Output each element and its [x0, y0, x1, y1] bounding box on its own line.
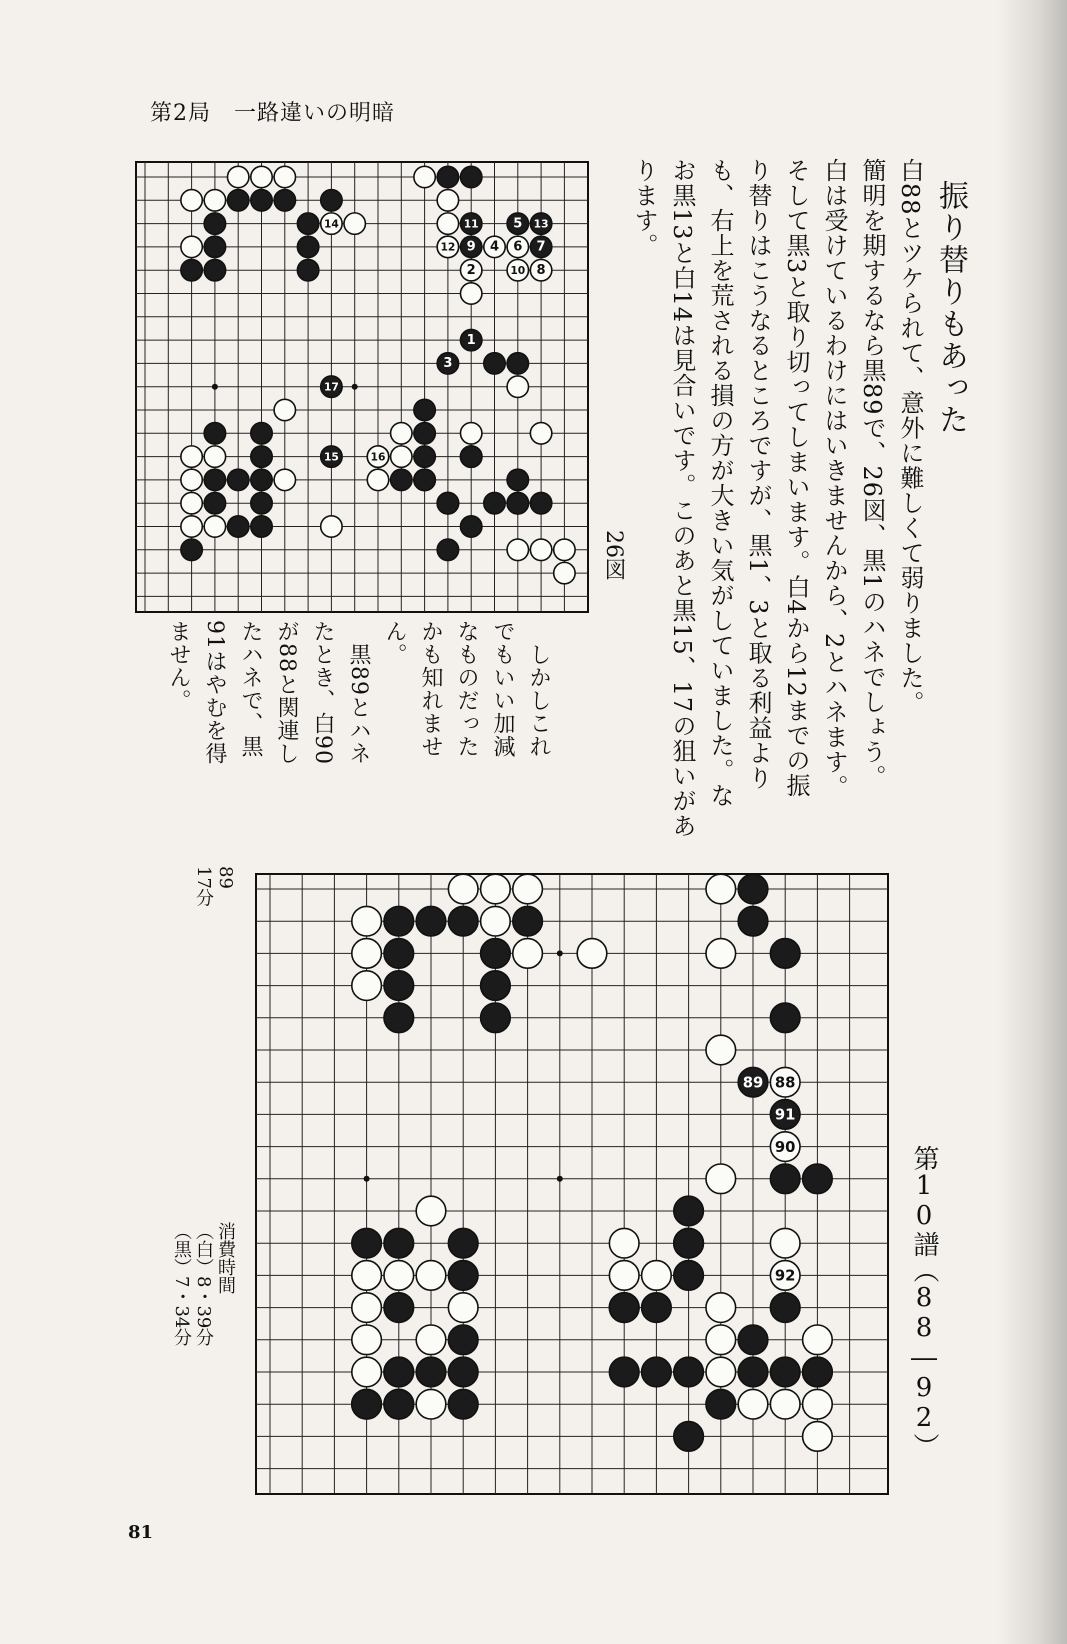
- move-number-label: 7: [536, 239, 546, 255]
- white-stone: [352, 939, 382, 969]
- black-stone: [642, 1293, 672, 1323]
- white-stone: [706, 1035, 736, 1065]
- black-stone: [384, 1228, 414, 1258]
- white-stone: [416, 1261, 446, 1291]
- white-stone: [251, 166, 272, 187]
- white-stone: [460, 423, 481, 444]
- white-stone: [513, 939, 543, 969]
- black-stone: [414, 469, 435, 490]
- move-number-label: 88: [774, 1074, 796, 1092]
- move-number-label: 90: [774, 1138, 796, 1156]
- black-stone: [321, 190, 342, 211]
- white-stone: [481, 874, 511, 904]
- move-number-label: 11: [463, 217, 479, 231]
- white-stone: [204, 446, 225, 467]
- black-stone: [204, 259, 225, 280]
- black-stone: [448, 1228, 478, 1258]
- black-stone: [513, 906, 543, 936]
- white-stone: [352, 1261, 382, 1291]
- white-stone: [530, 423, 551, 444]
- black-stone: [204, 213, 225, 234]
- black-stone: [437, 492, 458, 513]
- white-stone: [181, 492, 202, 513]
- black-stone: [642, 1357, 672, 1387]
- white-stone: [706, 939, 736, 969]
- white-stone: [803, 1325, 833, 1355]
- black-stone: [251, 469, 272, 490]
- black-stone: [251, 446, 272, 467]
- white-stone: [460, 283, 481, 304]
- white-stone: [481, 906, 511, 936]
- commentary-text: 白88とツケられて、意外に難しくて弱りました。 簡明を期するなら黒89で、26図、黒1のハネでしょう。 白は受けているわけにはいきませんから、2とハネます。 そして黒3と取り切ってしまいます。白4から12までの振 り替りはこうなるところですが、黒1、3と取る利益より も、右上を荒される損の方が大きい気がしていました。な お黒13と白14は見合いです。このあと黒15、17の狙いがあ ります。: [630, 158, 924, 839]
- black-stone: [481, 971, 511, 1001]
- black-stone: [384, 906, 414, 936]
- black-stone: [507, 492, 528, 513]
- white-stone: [181, 236, 202, 257]
- black-stone: [251, 190, 272, 211]
- white-stone: [507, 539, 528, 560]
- white-stone: [391, 423, 412, 444]
- black-stone: [609, 1357, 639, 1387]
- black-stone: [227, 469, 248, 490]
- white-stone: [391, 446, 412, 467]
- black-stone: [416, 1357, 446, 1387]
- move-number-label: 6: [513, 239, 523, 255]
- black-stone: [448, 906, 478, 936]
- black-stone: [609, 1293, 639, 1323]
- white-stone: [577, 939, 607, 969]
- white-stone: [770, 1228, 800, 1258]
- white-stone: [770, 1389, 800, 1419]
- black-stone: [448, 1389, 478, 1419]
- black-stone: [384, 1389, 414, 1419]
- black-stone: [352, 1389, 382, 1419]
- black-stone: [181, 259, 202, 280]
- black-stone: [481, 939, 511, 969]
- white-stone: [416, 1196, 446, 1226]
- star-point: [212, 384, 218, 390]
- white-stone: [706, 874, 736, 904]
- move-number-label: 91: [774, 1106, 796, 1124]
- black-stone: [674, 1261, 704, 1291]
- black-stone: [738, 906, 768, 936]
- move-number-label: 1: [466, 332, 476, 348]
- white-stone: [367, 469, 388, 490]
- white-stone: [437, 190, 458, 211]
- black-stone: [448, 1325, 478, 1355]
- black-stone: [251, 492, 272, 513]
- move-number-label: 4: [489, 239, 500, 255]
- white-stone: [530, 539, 551, 560]
- white-stone: [352, 1325, 382, 1355]
- black-stone: [204, 423, 225, 444]
- star-point: [352, 384, 358, 390]
- black-stone: [803, 1357, 833, 1387]
- black-stone: [384, 939, 414, 969]
- move-number-label: 92: [774, 1267, 796, 1285]
- black-stone: [460, 516, 481, 537]
- black-stone: [414, 399, 435, 420]
- record-10-label: 第10譜（88―92）: [909, 1145, 939, 1459]
- black-stone: [384, 1357, 414, 1387]
- white-stone: [706, 1293, 736, 1323]
- move-number-label: 89: [742, 1074, 764, 1092]
- white-stone: [274, 469, 295, 490]
- move-number-label: 5: [513, 216, 523, 232]
- black-stone: [297, 259, 318, 280]
- white-stone: [609, 1261, 639, 1291]
- white-stone: [344, 213, 365, 234]
- figure-26-go-diagram: [136, 162, 588, 612]
- white-stone: [274, 399, 295, 420]
- white-stone: [181, 469, 202, 490]
- move-time-note: 89 17分: [193, 866, 236, 907]
- black-stone: [770, 1293, 800, 1323]
- black-stone: [251, 516, 272, 537]
- move-number-label: 13: [533, 217, 549, 231]
- black-stone: [437, 166, 458, 187]
- white-stone: [513, 874, 543, 904]
- white-stone: [352, 1293, 382, 1323]
- white-stone: [416, 1389, 446, 1419]
- white-stone: [384, 1261, 414, 1291]
- white-stone: [706, 1357, 736, 1387]
- white-stone: [181, 516, 202, 537]
- page-edge-shadow: [997, 0, 1067, 1644]
- black-stone: [706, 1389, 736, 1419]
- black-stone: [181, 539, 202, 560]
- black-stone: [460, 166, 481, 187]
- black-stone: [481, 1003, 511, 1033]
- time-used-note: 消費時間 （白）8・39分 （黒）7・34分: [171, 1222, 236, 1347]
- black-stone: [448, 1357, 478, 1387]
- move-number-label: 14: [323, 217, 339, 231]
- black-stone: [460, 446, 481, 467]
- white-stone: [706, 1164, 736, 1194]
- white-stone: [181, 190, 202, 211]
- white-stone: [448, 1293, 478, 1323]
- white-stone: [227, 166, 248, 187]
- running-header: 第2局 一路違いの明暗: [150, 101, 395, 126]
- black-stone: [674, 1228, 704, 1258]
- black-stone: [297, 213, 318, 234]
- white-stone: [416, 1325, 446, 1355]
- white-stone: [448, 874, 478, 904]
- white-stone: [437, 213, 458, 234]
- black-stone: [437, 539, 458, 560]
- black-stone: [738, 874, 768, 904]
- black-stone: [484, 353, 505, 374]
- black-stone: [204, 469, 225, 490]
- black-stone: [414, 446, 435, 467]
- white-stone: [803, 1389, 833, 1419]
- black-stone: [352, 1228, 382, 1258]
- move-number-label: 12: [440, 240, 456, 254]
- move-number-label: 16: [370, 450, 386, 464]
- black-stone: [227, 516, 248, 537]
- white-stone: [321, 516, 342, 537]
- white-stone: [352, 906, 382, 936]
- black-stone: [204, 236, 225, 257]
- black-stone: [384, 971, 414, 1001]
- black-stone: [416, 906, 446, 936]
- white-stone: [706, 1325, 736, 1355]
- black-stone: [448, 1261, 478, 1291]
- white-stone: [414, 166, 435, 187]
- white-stone: [352, 971, 382, 1001]
- black-stone: [384, 1293, 414, 1323]
- star-point: [557, 950, 563, 956]
- black-stone: [391, 469, 412, 490]
- white-stone: [554, 539, 575, 560]
- black-stone: [770, 1357, 800, 1387]
- white-stone: [181, 446, 202, 467]
- white-stone: [642, 1261, 672, 1291]
- section-heading: 振り替りもあった: [933, 180, 968, 436]
- black-stone: [674, 1196, 704, 1226]
- star-point: [364, 1176, 370, 1182]
- black-stone: [507, 353, 528, 374]
- white-stone: [204, 516, 225, 537]
- move-number-label: 17: [323, 380, 339, 394]
- black-stone: [530, 492, 551, 513]
- white-stone: [274, 166, 295, 187]
- figure-26-label: 26図: [601, 530, 626, 580]
- black-stone: [770, 939, 800, 969]
- move-number-label: 8: [536, 262, 546, 278]
- white-stone: [507, 376, 528, 397]
- black-stone: [227, 190, 248, 211]
- black-stone: [251, 423, 272, 444]
- black-stone: [507, 469, 528, 490]
- black-stone: [803, 1164, 833, 1194]
- move-number-label: 15: [323, 450, 339, 464]
- black-stone: [674, 1422, 704, 1452]
- black-stone: [674, 1357, 704, 1387]
- black-stone: [414, 423, 435, 444]
- white-stone: [352, 1357, 382, 1387]
- move-number-label: 10: [510, 263, 526, 277]
- black-stone: [384, 1003, 414, 1033]
- move-number-label: 2: [466, 262, 476, 278]
- white-stone: [609, 1228, 639, 1258]
- page-number: 81: [128, 1522, 154, 1543]
- black-stone: [297, 236, 318, 257]
- white-stone: [803, 1422, 833, 1452]
- move-number-label: 9: [466, 239, 476, 255]
- white-stone: [204, 190, 225, 211]
- black-stone: [738, 1357, 768, 1387]
- record-10-go-diagram: [256, 874, 888, 1494]
- black-stone: [770, 1003, 800, 1033]
- white-stone: [554, 562, 575, 583]
- black-stone: [484, 492, 505, 513]
- side-commentary-text: しかしこれ でもいい加減 なものだった かも知れませ ん。 黒89とハネ たとき、白90 が88と関連し たハネで、黒 91はやむを得 ません。: [166, 620, 551, 765]
- black-stone: [274, 190, 295, 211]
- black-stone: [770, 1164, 800, 1194]
- star-point: [557, 1176, 563, 1182]
- black-stone: [738, 1325, 768, 1355]
- move-number-label: 3: [443, 356, 453, 372]
- white-stone: [738, 1389, 768, 1419]
- black-stone: [204, 492, 225, 513]
